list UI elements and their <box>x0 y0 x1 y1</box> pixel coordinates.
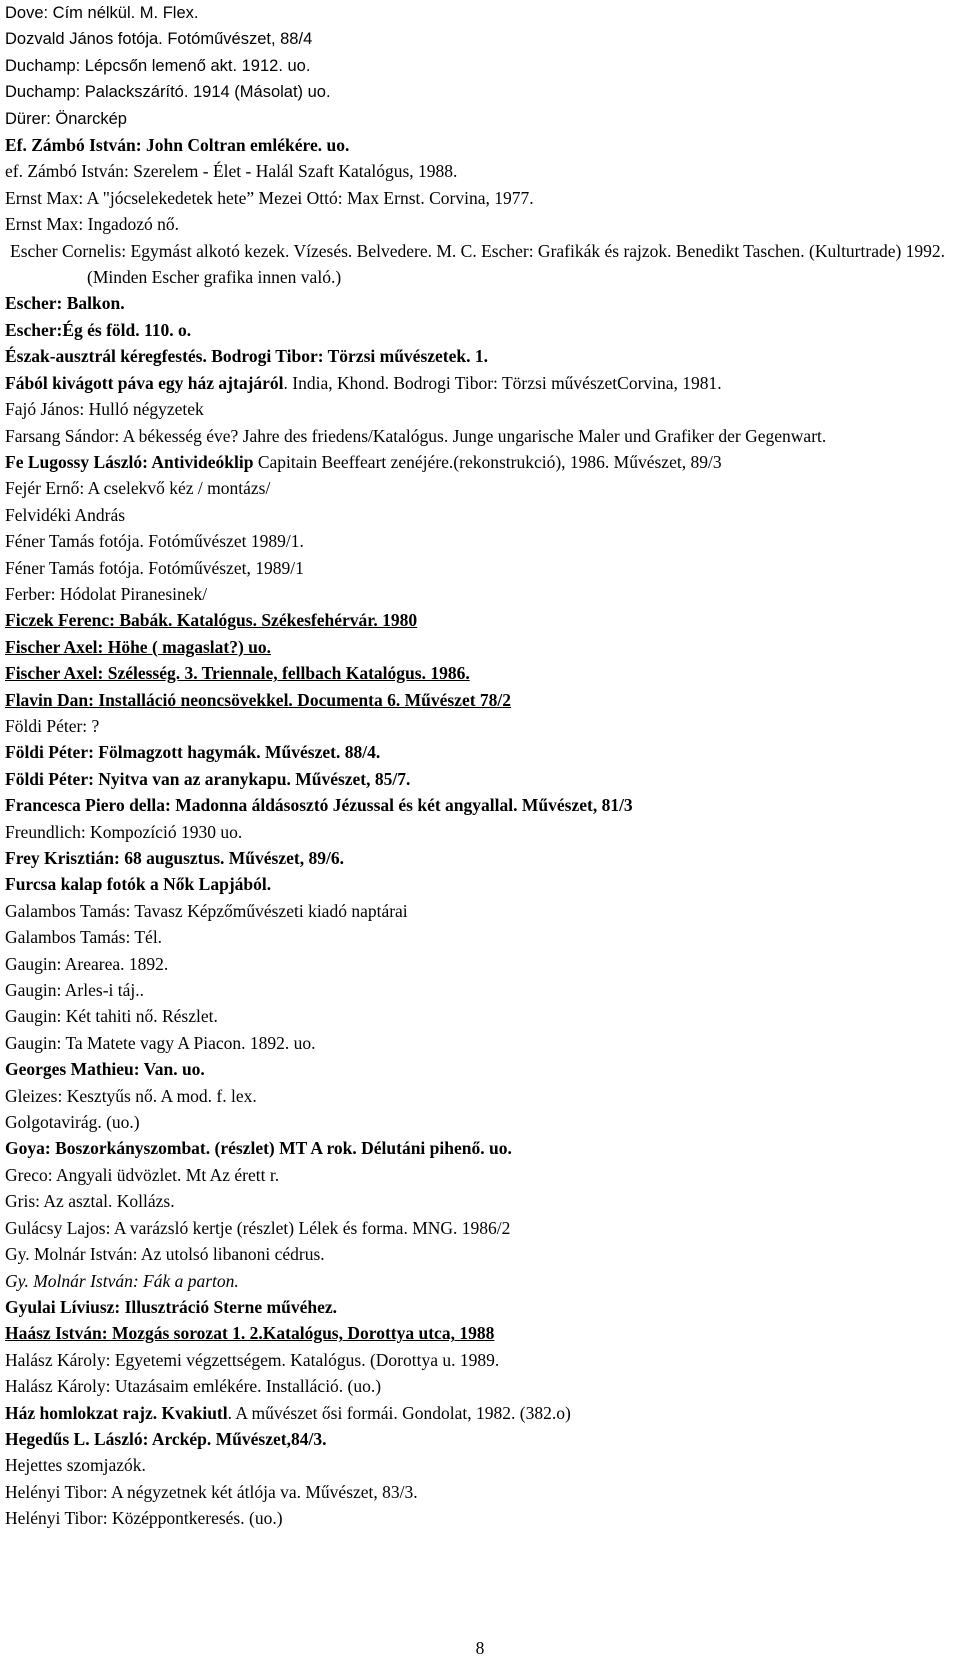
entry-text-segment: Ef. Zámbó István: John Coltran emlékére. uo. <box>5 135 350 156</box>
entry-text-segment: Furcsa kalap fotók a Nők Lapjából. <box>5 874 272 895</box>
list-item <box>5 713 955 739</box>
list-item <box>5 53 955 79</box>
entry-text-segment: Galambos Tamás: Tél. <box>5 927 163 948</box>
list-item <box>5 1426 955 1452</box>
entry-text-segment: Frey Krisztián: 68 augusztus. Művészet, 89/6. <box>5 848 344 868</box>
list-item <box>5 317 955 343</box>
entry-text-segment: Gleizes: Kesztyűs nő. A mod. f. lex. <box>5 1085 257 1106</box>
list-item <box>5 185 955 211</box>
list-item <box>5 660 955 686</box>
entry-text-segment: Földi Péter: Fölmagzott hagymák. Művészet. 88/4. <box>5 742 381 763</box>
entry-text-segment: Georges Mathieu: Van. uo. <box>5 1059 205 1080</box>
entry-text-segment: Galambos Tamás: Tavasz Képzőművészeti kiadó naptárai <box>5 900 408 921</box>
list-item <box>5 1188 955 1214</box>
entry-text-segment: Dove: Cím nélkül. M. Flex. <box>5 4 199 22</box>
list-item <box>5 1347 955 1373</box>
list-item <box>5 1452 955 1478</box>
list-item <box>5 1400 955 1426</box>
entry-text-segment: Gris: Az asztal. Kollázs. <box>5 1191 175 1212</box>
entry-text-segment: Goya: Boszorkányszombat. (részlet) MT A rok. Délutáni pihenő. uo. <box>5 1138 512 1159</box>
entry-text-segment: Fischer Axel: Szélesség. 3. Triennale, fellbach Katalógus. 1986. <box>5 663 470 684</box>
entry-text-segment: Capitain Beeffeart zenéjére.(rekonstrukció), 1986. Művészet, 89/3 <box>253 451 722 472</box>
entry-text-segment: Duchamp: Palackszárító. 1914 (Másolat) uo. <box>5 83 331 102</box>
entry-text-segment: ef. Zámbó István: Szerelem - Élet - Halál Szaft Katalógus, 1988. <box>5 161 458 182</box>
entry-text-segment: Ernst Max: Ingadozó nő. <box>5 214 179 235</box>
list-item <box>5 739 955 765</box>
entry-text-segment: Halász Károly: Egyetemi végzettségem. Katalógus. (Dorottya u. 1989. <box>5 1349 500 1370</box>
entry-text-segment: Haász István: Mozgás sorozat 1. 2.Katalógus, Dorottya utca, 1988 <box>5 1323 495 1344</box>
entry-text-segment: Hejettes szomjazók. <box>5 1455 146 1476</box>
list-item <box>5 1505 955 1531</box>
list-item <box>5 687 955 713</box>
entry-text-segment: Duchamp: Lépcsőn lemenő akt. 1912. uo. <box>5 56 311 75</box>
entry-text-segment: Gaugin: Két tahiti nő. Részlet. <box>5 1006 218 1027</box>
entry-text-segment: Gulácsy Lajos: A varázsló kertje (részlet) Lélek és forma. MNG. 1986/2 <box>5 1217 511 1238</box>
list-item <box>5 1109 955 1135</box>
list-item <box>5 370 955 396</box>
list-item <box>5 1479 955 1505</box>
list-item <box>5 290 955 316</box>
list-item <box>5 1162 955 1188</box>
list-item <box>5 792 955 818</box>
list-item <box>5 238 955 291</box>
entry-text-segment: Felvidéki András <box>5 504 126 525</box>
entry-text-segment: Dozvald János fotója. Fotóművészet, 88/4 <box>5 30 313 49</box>
entry-text-segment: Fischer Axel: Höhe ( magaslat?) uo. <box>5 636 272 657</box>
list-item <box>5 475 955 501</box>
entry-text-segment: Féner Tamás fotója. Fotóművészet, 1989/1 <box>5 557 304 578</box>
list-item <box>5 528 955 554</box>
list-item <box>5 607 955 633</box>
list-item <box>5 1083 955 1109</box>
list-item <box>5 977 955 1003</box>
entry-text-segment: Halász Károly: Utazásaim emlékére. Installáció. (uo.) <box>5 1376 382 1397</box>
bibliography-list <box>5 0 955 1532</box>
list-item <box>5 581 955 607</box>
entry-text-segment: Helényi Tibor: Középpontkeresés. (uo.) <box>5 1508 283 1529</box>
list-item <box>5 211 955 237</box>
list-item <box>5 1268 955 1294</box>
entry-text-segment: Ernst Max: A "jócselekedetek hete” Mezei Ottó: Max Ernst. Corvina, 1977. <box>5 187 534 208</box>
entry-text-segment: Farsang Sándor: A békesség éve? Jahre des friedens/Katalógus. Junge ungarische Maler und Grafiker der Gegenwart. <box>5 425 827 446</box>
list-item <box>5 555 955 581</box>
list-item <box>5 1056 955 1082</box>
entry-text-segment: Hegedűs L. László: Arckép. Művészet,84/3. <box>5 1428 327 1449</box>
list-item <box>5 898 955 924</box>
entry-text-segment: Ferber: Hódolat Piranesinek/ <box>5 583 208 604</box>
entry-text-segment: Greco: Angyali üdvözlet. Mt Az érett r. <box>5 1164 280 1185</box>
entry-text-segment: Ficzek Ferenc: Babák. Katalógus. Székesfehérvár. 1980 <box>5 610 418 631</box>
entry-text-segment: Észak-ausztrál kéregfestés. Bodrogi Tibor: Törzsi művészetek. 1. <box>5 346 488 367</box>
entry-text-segment: Gy. Molnár István: Fák a parton. <box>5 1270 239 1291</box>
entry-text-segment: Földi Péter: ? <box>5 715 100 736</box>
list-item <box>5 132 955 158</box>
entry-text-segment: Fejér Ernő: A cselekvő kéz / montázs/ <box>5 478 271 499</box>
entry-text-segment: Flavin Dan: Installáció neoncsövekkel. Documenta 6. Művészet 78/2 <box>5 689 512 710</box>
list-item <box>5 871 955 897</box>
entry-text-segment: Gaugin: Ta Matete vagy A Piacon. 1892. uo. <box>5 1032 316 1053</box>
list-item <box>5 819 955 845</box>
list-item <box>5 26 955 52</box>
entry-text-segment: Féner Tamás fotója. Fotóművészet 1989/1. <box>5 531 304 552</box>
list-item <box>5 845 955 871</box>
list-item <box>5 0 955 26</box>
entry-text-segment: Dürer: Önarckép <box>5 109 127 128</box>
list-item <box>5 449 955 475</box>
list-item <box>5 396 955 422</box>
list-item <box>5 158 955 184</box>
entry-text-segment: Gaugin: Arearea. 1892. <box>5 953 169 974</box>
list-item <box>5 106 955 132</box>
entry-text-segment: . A művészet ősi formái. Gondolat, 1982. (382.o) <box>227 1402 571 1423</box>
list-item <box>5 924 955 950</box>
list-item <box>5 1030 955 1056</box>
list-item <box>5 1215 955 1241</box>
list-item <box>5 343 955 369</box>
entry-text-segment: Golgotavirág. (uo.) <box>5 1112 140 1133</box>
entry-text-segment: Escher Cornelis: Egymást alkotó kezek. Vízesés. Belvedere. M. C. Escher: Grafikák és rajzok. Benedikt Taschen. (Kulturtrade) 1992. (Minden Escher grafika innen való.) <box>10 240 946 288</box>
list-item <box>5 423 955 449</box>
entry-text-segment: Gaugin: Arles-i táj.. <box>5 980 145 1001</box>
entry-text-segment: Escher: Balkon. <box>5 293 125 314</box>
entry-text-segment: Földi Péter: Nyitva van az aranykapu. Művészet, 85/7. <box>5 768 411 789</box>
list-item <box>5 1241 955 1267</box>
entry-text-segment: Fából kivágott páva egy ház ajtajáról <box>5 372 284 393</box>
list-item <box>5 951 955 977</box>
list-item <box>5 1135 955 1161</box>
entry-text-segment: Gy. Molnár István: Az utolsó libanoni cédrus. <box>5 1244 325 1265</box>
list-item <box>5 502 955 528</box>
entry-text-segment: Gyulai Líviusz: Illusztráció Sterne művéhez. <box>5 1296 337 1317</box>
page-number: 8 <box>475 1638 485 1658</box>
entry-text-segment: Helényi Tibor: A négyzetnek két átlója va. Művészet, 83/3. <box>5 1481 418 1502</box>
list-item <box>5 766 955 792</box>
entry-text-segment: Escher:Ég és föld. 110. o. <box>5 319 192 340</box>
list-item <box>5 1003 955 1029</box>
entry-text-segment: Ház homlokzat rajz. Kvakiutl <box>5 1402 228 1423</box>
entry-text-segment: Francesca Piero della: Madonna áldásosztó Jézussal és két angyallal. Művészet, 81/3 <box>5 795 633 816</box>
list-item <box>5 634 955 660</box>
list-item <box>5 1320 955 1346</box>
list-item <box>5 79 955 105</box>
entry-text-segment: Freundlich: Kompozíció 1930 uo. <box>5 821 243 842</box>
entry-text-segment: Fe Lugossy László: Antivideóklip <box>5 451 254 472</box>
list-item <box>5 1294 955 1320</box>
list-item <box>5 1373 955 1399</box>
entry-text-segment: . India, Khond. Bodrogi Tibor: Törzsi művészetCorvina, 1981. <box>283 372 722 393</box>
entry-text-segment: Fajó János: Hulló négyzetek <box>5 399 204 420</box>
